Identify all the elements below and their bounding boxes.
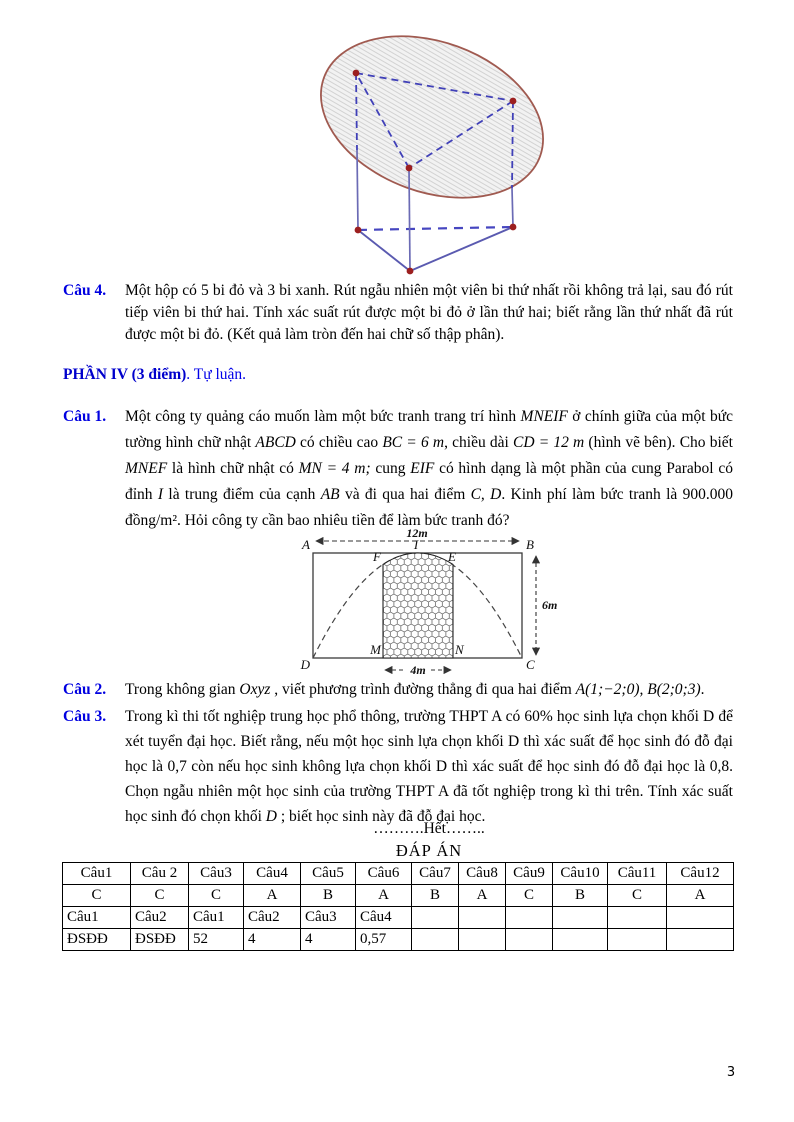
answer-cell: Câu3: [301, 907, 356, 929]
answer-cell: A: [356, 885, 412, 907]
dim-6m-label: 6m: [542, 598, 558, 612]
question-1: [63, 404, 733, 534]
answer-cell: [553, 907, 608, 929]
part-iv-title: PHẦN IV (3 điểm): [63, 366, 187, 383]
question-3: [63, 704, 733, 829]
answer-cell: A: [667, 885, 734, 907]
bottom-front-edges: [358, 227, 513, 271]
dim-4m-label: 4m: [410, 663, 426, 677]
answer-cell: [608, 907, 667, 929]
page-number: 3: [726, 1065, 736, 1080]
picture-region: [383, 553, 453, 658]
label-D: D: [300, 657, 310, 672]
question-3-label: Câu 3.: [63, 708, 107, 725]
prism-ellipse-figure: [298, 24, 570, 282]
answer-table-row: [63, 929, 734, 951]
label-C: C: [526, 657, 535, 672]
answer-cell: B: [412, 885, 459, 907]
answer-table-row: [63, 863, 734, 885]
answer-cell: A: [459, 885, 506, 907]
answer-cell: Câu2: [244, 907, 301, 929]
answer-cell: [459, 929, 506, 951]
het-line: ……….Hết……..: [373, 820, 485, 837]
label-N: N: [455, 642, 464, 657]
answer-cell: C: [63, 885, 131, 907]
answer-cell: [506, 907, 553, 929]
answer-cell: Câu3: [189, 863, 244, 885]
question-2-label: Câu 2.: [63, 681, 107, 698]
answer-table-body: [63, 863, 734, 951]
label-E: E: [448, 549, 456, 564]
answer-cell: Câu9: [506, 863, 553, 885]
question-4: [63, 280, 733, 346]
answer-cell: Câu5: [301, 863, 356, 885]
label-M: M: [370, 642, 381, 657]
answer-table-row: [63, 907, 734, 929]
answer-cell: Câu4: [244, 863, 301, 885]
answer-table-row: [63, 885, 734, 907]
question-1-text: Một công ty quảng cáo muốn làm một bức tranh trang trí hình MNEIF ở chính giữa của một bức tường hình chữ nhật ABCD có chiều cao BC = 6 m, chiều dài CD = 12 m (hình vẽ bên). Cho biết MNEF là hình chữ nhật có MN = 4 m; cung EIF có hình dạng là một phần của cung Parabol có đỉnh I là trung điểm của cạnh AB và đi qua hai điểm C, D. Kinh phí làm bức tranh là 900.000 đồng/m². Hỏi công ty cần bao nhiêu tiền để làm bức tranh đó?: [125, 408, 733, 529]
answer-cell: B: [553, 885, 608, 907]
question-2-text: Trong không gian Oxyz , viết phương trình đường thẳng đi qua hai điểm A(1;−2;0), B(2;0;3).: [125, 681, 705, 698]
label-B: B: [526, 537, 534, 552]
answer-cell: ĐSĐĐ: [63, 929, 131, 951]
answer-cell: Câu10: [553, 863, 608, 885]
answer-cell: Câu11: [608, 863, 667, 885]
part-iv-subtitle: . Tự luận.: [186, 366, 247, 383]
answer-cell: Câu8: [459, 863, 506, 885]
answer-cell: [667, 929, 734, 951]
answer-cell: [412, 929, 459, 951]
answer-cell: Câu12: [667, 863, 734, 885]
question-2: [63, 678, 733, 702]
part-iv-heading: [63, 366, 246, 384]
answer-cell: [459, 907, 506, 929]
answer-cell: 52: [189, 929, 244, 951]
answer-cell: Câu4: [356, 907, 412, 929]
label-F: F: [373, 549, 381, 564]
wall-parabola-figure: [283, 528, 568, 678]
answer-key-title: ĐÁP ÁN: [395, 841, 463, 860]
answer-cell: ĐSĐĐ: [131, 929, 189, 951]
answer-cell: A: [244, 885, 301, 907]
question-4-text: Một hộp có 5 bi đỏ và 3 bi xanh. Rút ngẫu nhiên một viên bi thứ nhất rồi không trả lại, sau đó rút tiếp viên bi thứ hai. Tính xác suất rút được một bi đỏ ở lần thứ hai; biết rằng lần thứ nhất đã rút được một bi đỏ. (Kết quả làm tròn đến hai chữ số thập phân).: [125, 282, 733, 343]
answer-cell: Câu1: [189, 907, 244, 929]
question-1-label: Câu 1.: [63, 408, 107, 425]
answer-cell: C: [506, 885, 553, 907]
answer-cell: Câu6: [356, 863, 412, 885]
answer-cell: [412, 907, 459, 929]
answer-cell: 4: [301, 929, 356, 951]
answer-cell: Câu1: [63, 863, 131, 885]
answer-cell: Câu7: [412, 863, 459, 885]
answer-cell: Câu1: [63, 907, 131, 929]
answer-table: [62, 862, 734, 951]
bottom-back-edge: [358, 227, 513, 230]
answer-cell: C: [131, 885, 189, 907]
answer-cell: [506, 929, 553, 951]
ellipse-plane: [298, 24, 565, 227]
answer-cell: 4: [244, 929, 301, 951]
label-A: A: [302, 537, 310, 552]
answer-cell: C: [189, 885, 244, 907]
answer-cell: C: [608, 885, 667, 907]
answer-cell: Câu 2: [131, 863, 189, 885]
answer-cell: 0,57: [356, 929, 412, 951]
label-I: I: [413, 537, 419, 552]
question-4-label: Câu 4.: [63, 282, 107, 299]
answer-cell: [667, 907, 734, 929]
answer-cell: [553, 929, 608, 951]
answer-cell: Câu2: [131, 907, 189, 929]
dim-12m-label: 12m: [406, 528, 428, 540]
answer-cell: [608, 929, 667, 951]
answer-cell: B: [301, 885, 356, 907]
question-3-text: Trong kì thi tốt nghiệp trung học phổ thông, trường THPT A có 60% học sinh lựa chọn khối D để xét tuyển đại học. Biết rằng, nếu một học sinh lựa chọn khối D thì xác suất để học sinh đó đỗ đại học là 0,7 còn nếu học sinh không lựa chọn khối D thì xác suất để học sinh đó đỗ đại học là 0,8. Chọn ngẫu nhiên một học sinh của trường THPT A đã tốt nghiệp trong kì thi trên. Tính xác suất học sinh đó chọn khối D ; biết học sinh này đã đỗ đại học.: [125, 708, 733, 825]
